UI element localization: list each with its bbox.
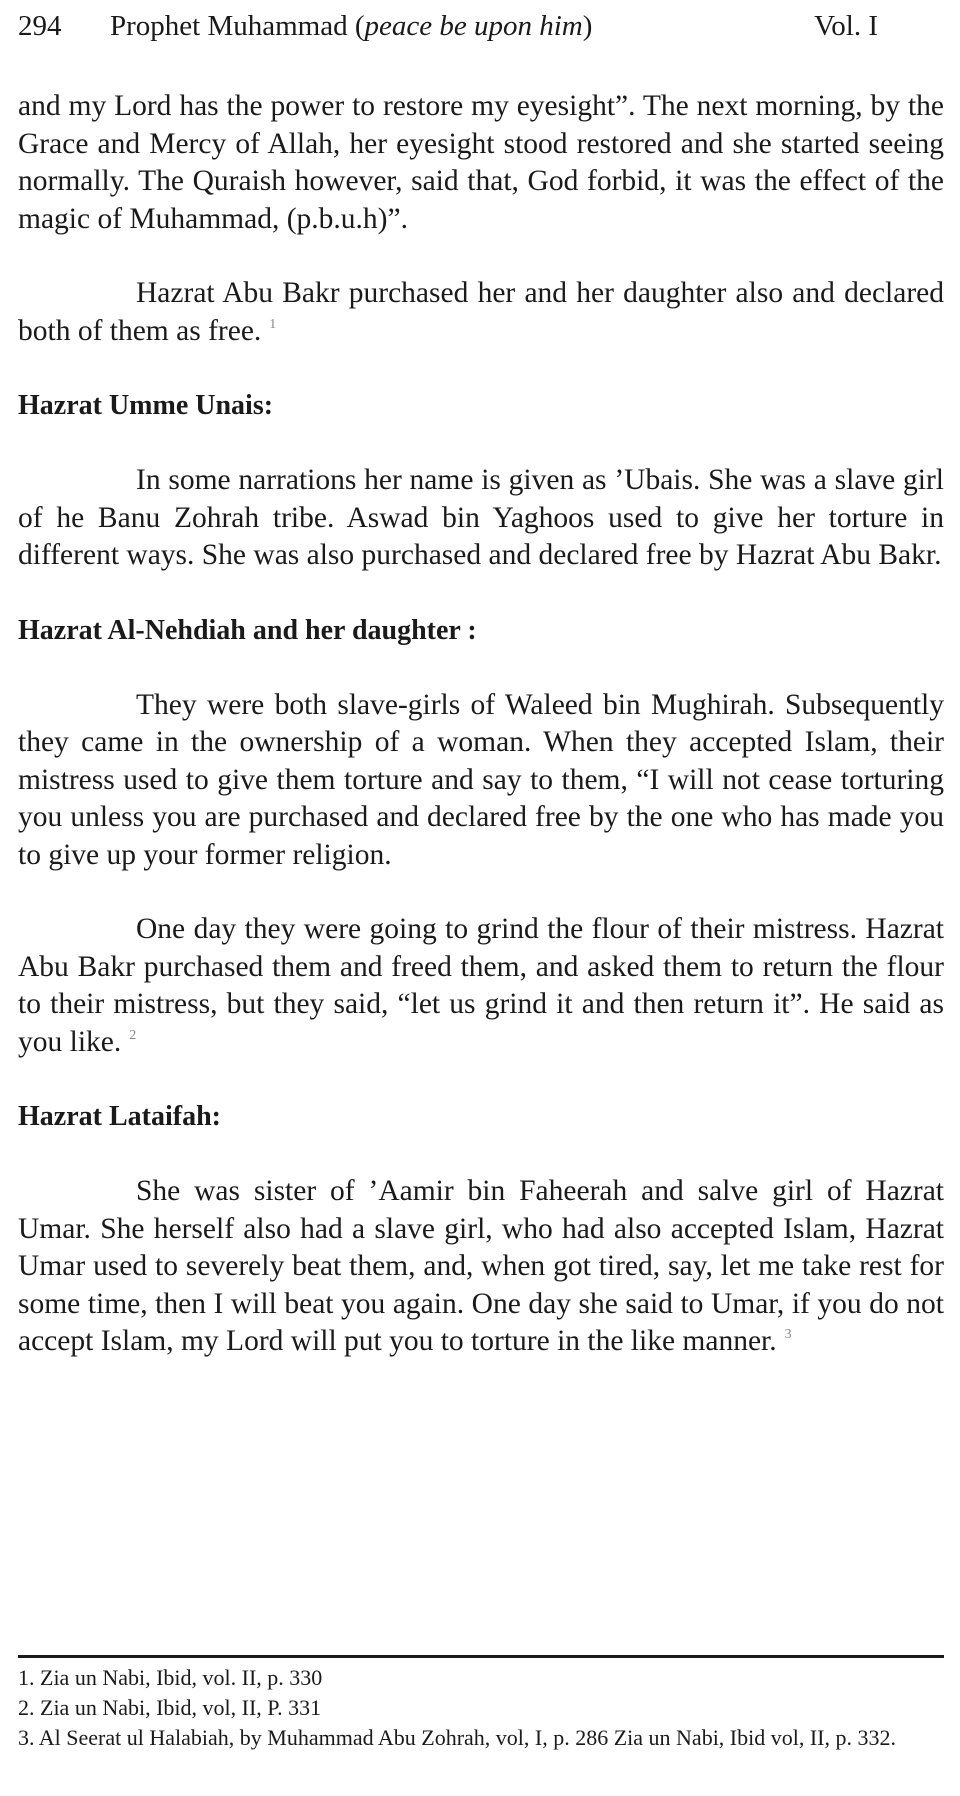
paragraph-text: One day they were going to grind the flour of their mistress. Hazrat Abu Bakr purchased them and freed them, and asked them to return the flour to their mistress, but they said, “let us grind it and then return it”. He said as you like.	[18, 913, 944, 1058]
footnote-ref-3: 3	[784, 1327, 792, 1342]
title-suffix: )	[582, 10, 593, 42]
page-number: 294	[18, 10, 62, 42]
volume-label: Vol. I	[814, 10, 878, 42]
book-page	[18, 0, 944, 1750]
paragraph-text: She was sister of ’Aamir bin Faheerah and salve girl of Hazrat Umar. She herself also had a slave girl, who had also accepted Islam, Hazrat Umar used to severely beat them, and, when got tired, say, let me take rest for some time, then I will beat you again. One day she said to Umar, if you do not accept Islam, my Lord will put you to torture in the like manner.	[18, 1175, 944, 1357]
running-title	[110, 0, 592, 52]
page-body	[18, 88, 944, 1361]
paragraph-abu-bakr-purchase	[18, 275, 944, 350]
footnotes	[18, 1663, 944, 1753]
section-heading-umme-unais: Hazrat Umme Unais:	[18, 390, 274, 421]
paragraph-lataifah	[18, 1173, 944, 1361]
footnote-ref-2: 2	[129, 1027, 137, 1043]
section-heading-lataifah: Hazrat Lataifah:	[18, 1101, 221, 1132]
paragraph-umme-unais: In some narrations her name is given as ’Ubais. She was a slave girl of he Banu Zohrah tribe. Aswad bin Yaghoos used to give her torture in different ways. She was also purchased and declared free by Hazrat Abu Bakr.	[18, 464, 944, 571]
paragraph-al-nehdiah: They were both slave-girls of Waleed bin Mughirah. Subsequently they came in the ownership of a woman. When they accepted Islam, their mistress used to give them torture and say to them, “I will not cease torturing you unless you are purchased and declared free by the one who has made you to give up your former religion.	[18, 688, 944, 871]
paragraph-text: Hazrat Abu Bakr purchased her and her daughter also and declared both of them as free.	[18, 277, 944, 347]
paragraph-continued: and my Lord has the power to restore my eyesight”. The next morning, by the Grace and Mercy of Allah, her eyesight stood restored and she started seeing normally. The Quraish however, said that, God forbid, it was the effect of the magic of Muhammad, (p.b.u.h)”.	[18, 90, 944, 235]
section-heading-al-nehdiah: Hazrat Al-Nehdiah and her daughter :	[18, 614, 477, 646]
footnote-ref-1: 1	[269, 316, 277, 332]
paragraph-grind-flour	[18, 911, 944, 1061]
footnote-3: 3. Al Seerat ul Halabiah, by Muhammad Abu Zohrah, vol, I, p. 286 Zia un Nabi, Ibid vol, II, p. 332.	[18, 1725, 897, 1750]
title-prefix: Prophet Muhammad (	[110, 10, 365, 42]
title-italic: peace be upon him	[364, 10, 583, 42]
running-header	[18, 0, 944, 52]
footnote-1: 1. Zia un Nabi, Ibid, vol. II, p. 330	[18, 1665, 323, 1690]
footnote-divider	[18, 1655, 944, 1658]
footnote-2: 2. Zia un Nabi, Ibid, vol, II, P. 331	[18, 1695, 322, 1720]
